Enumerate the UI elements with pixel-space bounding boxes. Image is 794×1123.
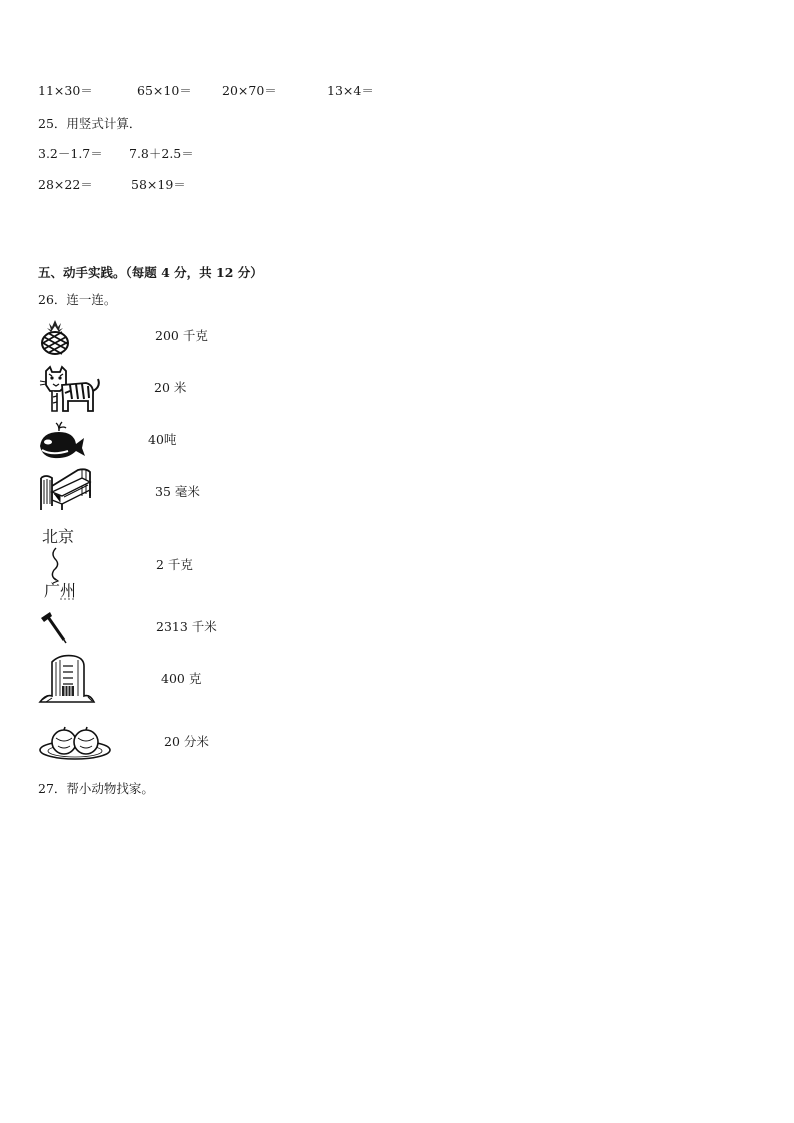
q27-title: 27．帮小动物找家。 bbox=[38, 781, 154, 796]
unit-label-6: 2313 千米 bbox=[156, 619, 217, 634]
unit-label-2: 20 米 bbox=[154, 380, 187, 395]
unit-label-7: 400 克 bbox=[161, 671, 202, 686]
unit-label-5: 2 千克 bbox=[156, 557, 193, 572]
bed-icon bbox=[38, 466, 94, 512]
calc-item-4: 13×4＝ bbox=[327, 83, 374, 98]
nail-icon bbox=[38, 610, 68, 644]
fruit-plate-icon bbox=[38, 722, 112, 762]
unit-label-8: 20 分米 bbox=[164, 734, 209, 749]
map-label-beijing: 北京 bbox=[42, 527, 75, 546]
whale-icon bbox=[38, 420, 86, 460]
q25-item-1: 3.2－1.7＝ bbox=[38, 146, 103, 161]
pineapple-icon bbox=[38, 318, 72, 356]
q25-title: 25．用竖式计算． bbox=[38, 116, 142, 131]
q25-item-3: 28×22＝ bbox=[38, 177, 93, 192]
q25-item-4: 58×19＝ bbox=[131, 177, 186, 192]
calc-item-2: 65×10＝ bbox=[137, 83, 192, 98]
building-icon bbox=[38, 652, 96, 704]
unit-label-3: 40吨 bbox=[148, 432, 177, 447]
q25-item-2: 7.8＋2.5＝ bbox=[129, 146, 194, 161]
tiger-icon bbox=[38, 365, 102, 415]
calc-item-1: 11×30＝ bbox=[38, 83, 93, 98]
map-route-icon bbox=[40, 528, 90, 603]
map-label-guangzhou: 广州 bbox=[44, 581, 77, 600]
unit-label-1: 200 千克 bbox=[155, 328, 208, 343]
section-5-heading: 五、动手实践。（每题 4 分，共 12 分） bbox=[38, 265, 263, 280]
q26-title: 26．连一连。 bbox=[38, 292, 117, 307]
calc-item-3: 20×70＝ bbox=[222, 83, 277, 98]
unit-label-4: 35 毫米 bbox=[155, 484, 200, 499]
